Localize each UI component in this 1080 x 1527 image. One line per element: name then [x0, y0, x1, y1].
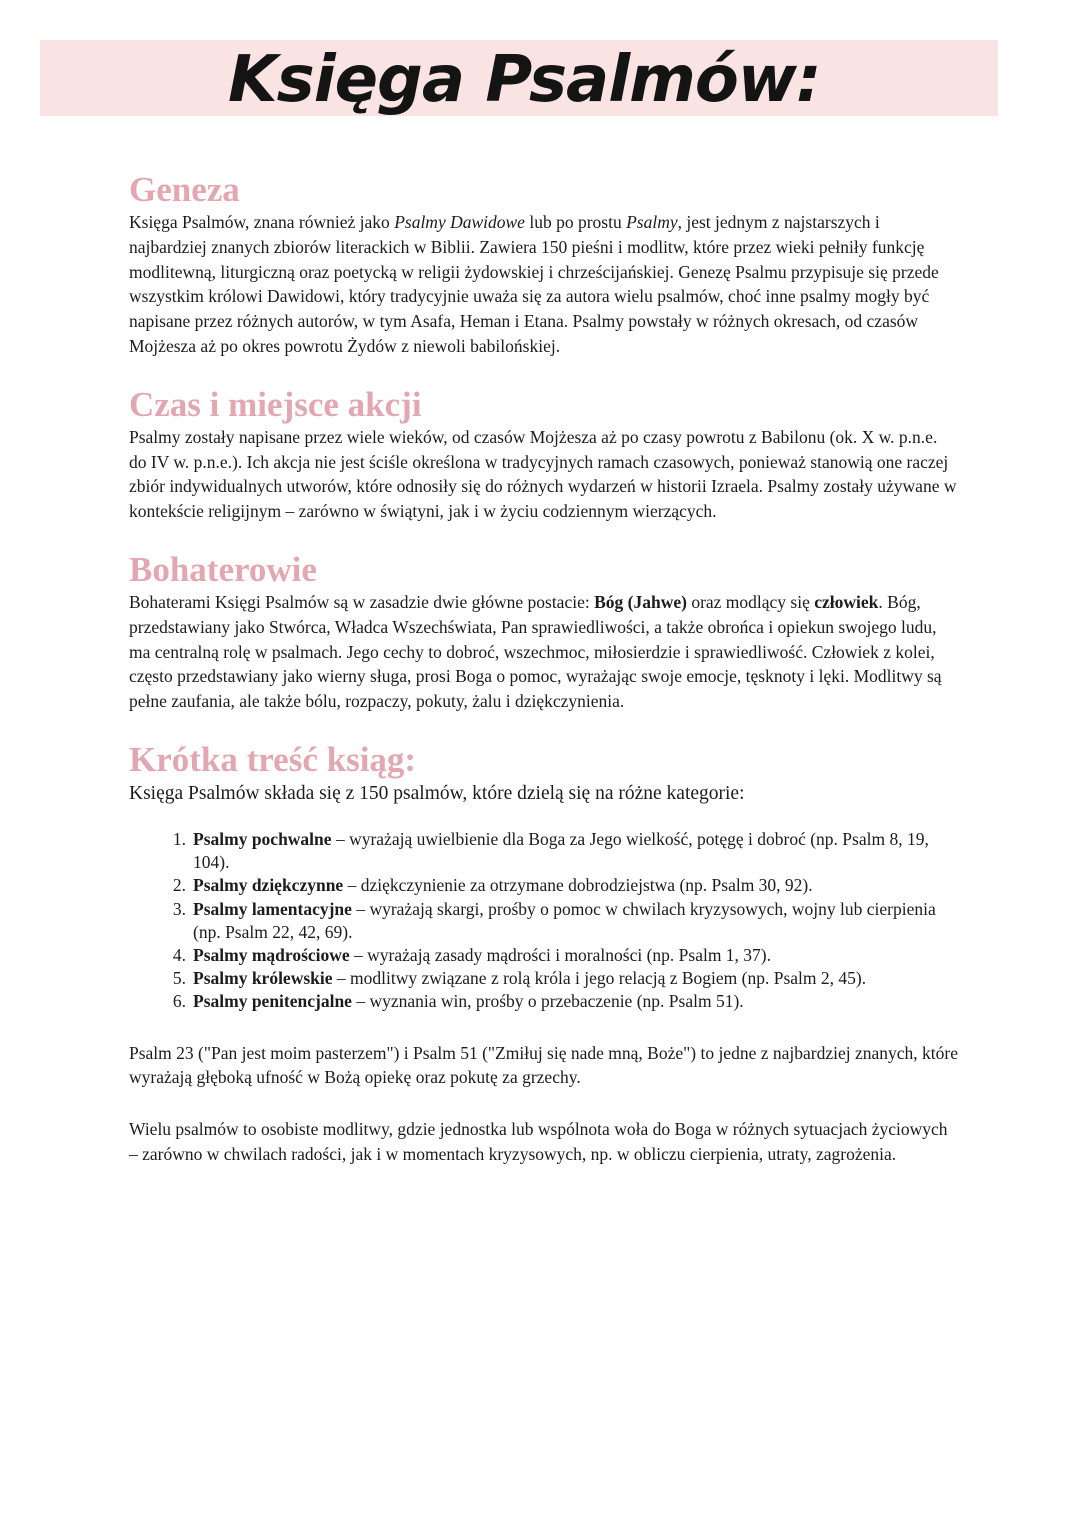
- list-item-name: Psalmy pochwalne: [193, 828, 332, 849]
- section-heading-tresc: Krótka treść ksiąg:: [129, 739, 417, 779]
- list-item: [172, 967, 959, 990]
- section-heading-bohaterowie: Bohaterowie: [129, 549, 317, 589]
- section-heading-czas: Czas i miejsce akcji: [129, 384, 422, 424]
- list-item-name: Psalmy lamentacyjne: [193, 898, 352, 919]
- tresc-intro: Księga Psalmów składa się z 150 psalmów, które dzielą się na różne kategorie:: [129, 782, 745, 804]
- list-item-desc: – modlitwy związane z rolą króla i jego relacją z Bogiem (np. Psalm 2, 45).: [332, 968, 867, 989]
- document-body: [129, 170, 959, 1167]
- page-title: Księga Psalmów:: [228, 43, 821, 117]
- section-tresc: [129, 740, 959, 1167]
- list-item-name: Psalmy penitencjalne: [193, 991, 352, 1012]
- list-item: [172, 874, 959, 897]
- list-item: [172, 828, 959, 874]
- list-item: [172, 898, 959, 944]
- list-item-number: 4.: [172, 944, 186, 965]
- list-item-desc: – wyznania win, prośby o przebaczenie (np. Psalm 51).: [351, 991, 744, 1012]
- bohaterowie-text-1: Bohaterami Księgi Psalmów są w zasadzie dwie główne postacie:: [129, 591, 595, 612]
- bohaterowie-bold-2: człowiek: [814, 591, 879, 612]
- closing-paragraph-2: Wielu psalmów to osobiste modlitwy, gdzie jednostka lub wspólnota woła do Boga w różnych sytuacjach życiowych – zarówno w chwilach radości, jak i w momentach kryzysowych, np. w obliczu cierpienia, utraty, zagrożenia.: [129, 1119, 948, 1164]
- bohaterowie-text-3: . Bóg, przedstawiany jako Stwórca, Władca Wszechświata, Pan sprawiedliwości, a także obrońca i opiekun swojego ludu, ma centralną rolę w psalmach. Jego cechy to dobroć, wszechmoc, miłosierdzie i sprawiedliwość. Człowiek z kolei, często przedstawiany jako wierny sługa, prosi Boga o pomoc, wyrażając swoje emocje, tęsknoty i lęki. Modlitwy są pełne zaufania, ale także bólu, rozpaczy, pokuty, żalu i dziękczynienia.: [129, 591, 942, 712]
- section-geneza: [129, 170, 959, 359]
- bohaterowie-text-2: oraz modlący się: [686, 591, 815, 612]
- list-item-desc: – wyrażają uwielbienie dla Boga za Jego wielkość, potęgę i dobroć (np. Psalm 8, 19, 104).: [193, 828, 929, 873]
- list-item-number: 3.: [172, 898, 186, 919]
- list-item: [172, 944, 959, 967]
- list-item: [172, 990, 959, 1013]
- section-czas: [129, 385, 959, 524]
- section-bohaterowie: [129, 550, 959, 714]
- geneza-italic-1: Psalmy Dawidowe: [394, 212, 525, 232]
- list-item-name: Psalmy dziękczynne: [193, 875, 344, 896]
- list-item-name: Psalmy królewskie: [193, 968, 333, 989]
- list-item-number: 2.: [172, 875, 186, 896]
- list-item-number: 5.: [172, 968, 186, 989]
- czas-paragraph: Psalmy zostały napisane przez wiele wieków, od czasów Mojżesza aż po czasy powrotu z Babilonu (ok. X w. p.n.e. do IV w. p.n.e.). Ich akcja nie jest ściśle określona w tradycyjnych ramach czasowych, ponieważ stanowią one raczej zbiór indywidualnych utworów, które odnosiły się do różnych wydarzeń w historii Izraela. Psalmy zostały używane w kontekście religijnym – zarówno w świątyni, jak i w życiu codziennym wierzących.: [129, 426, 957, 522]
- geneza-paragraph: [129, 210, 959, 359]
- list-item-desc: – wyrażają skargi, prośby o pomoc w chwilach kryzysowych, wojny lub cierpienia (np. Psalm 22, 42, 69).: [193, 898, 936, 942]
- list-item-desc: – wyrażają zasady mądrości i moralności (np. Psalm 1, 37).: [349, 944, 772, 965]
- list-item-number: 1.: [172, 828, 186, 849]
- list-item-desc: – dziękczynienie za otrzymane dobrodziejstwa (np. Psalm 30, 92).: [343, 875, 813, 896]
- list-item-name: Psalmy mądrościowe: [193, 944, 350, 965]
- closing-paragraph-1: Psalm 23 ("Pan jest moim pasterzem") i Psalm 51 ("Zmiłuj się nade mną, Boże") to jedne z najbardziej znanych, które wyrażają głęboką ufność w Bożą opiekę oraz pokutę za grzechy.: [129, 1042, 958, 1088]
- geneza-text-3: , jest jednym z najstarszych i najbardziej znanych zbiorów literackich w Biblii. Zawiera 150 pieśni i modlitw, które przez wieki pełniły funkcję modlitewną, liturgiczną oraz poetycką w religii żydowskiej i chrześcijańskiej. Genezę Psalmu przypisuje się przede wszystkim królowi Dawidowi, który tradycyjnie uważa się za autora wielu psalmów, choć inne psalmy mogły być napisane przez różnych autorów, w tym Asafa, Heman i Etana. Psalmy powstały w różnych okresach, od czasów Mojżesza aż po okres powrotu Żydów z niewoli babilońskiej.: [129, 212, 939, 356]
- bohaterowie-paragraph: [129, 590, 959, 714]
- list-item-number: 6.: [172, 991, 186, 1012]
- categories-list: [129, 828, 959, 1014]
- geneza-text-1: Księga Psalmów, znana również jako: [129, 212, 395, 232]
- geneza-italic-2: Psalmy: [626, 212, 678, 232]
- bohaterowie-bold-1: Bóg (Jahwe): [594, 591, 687, 612]
- section-heading-geneza: Geneza: [129, 170, 240, 209]
- geneza-text-2: lub po prostu: [524, 212, 627, 232]
